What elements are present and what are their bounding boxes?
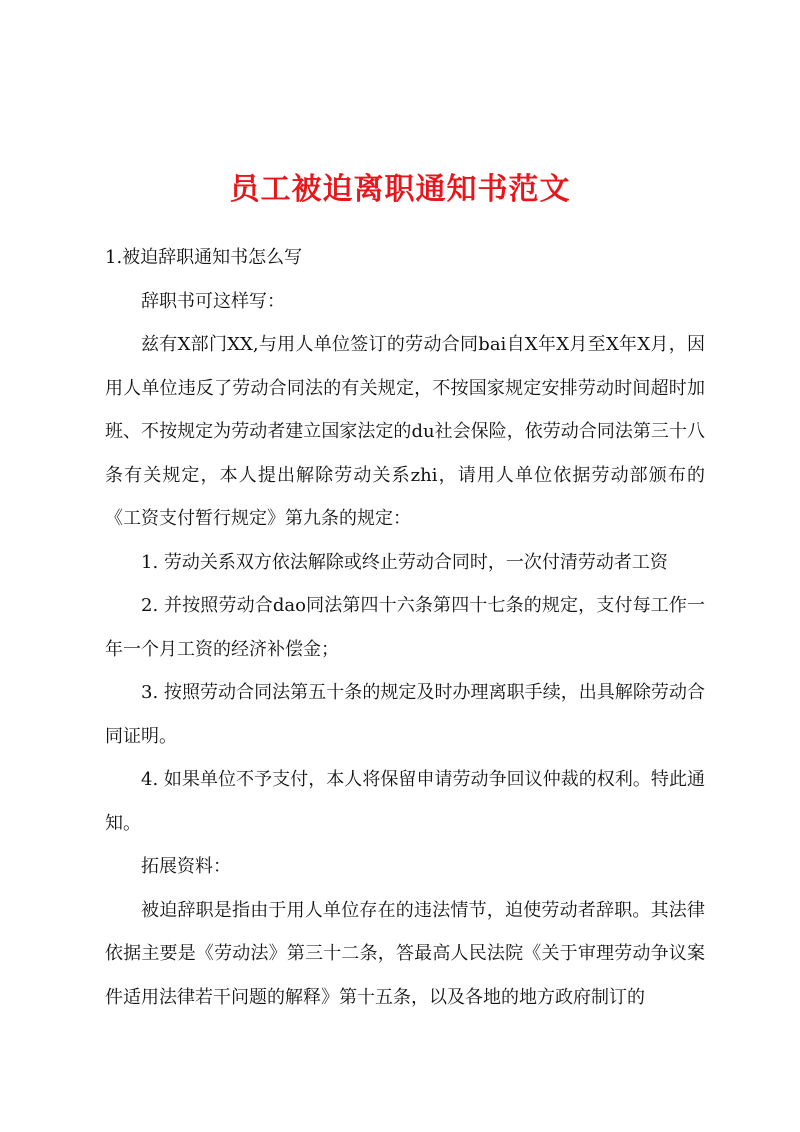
- list-item-3: 3. 按照劳动合同法第五十条的规定及时办理离职手续，出具解除劳动合同证明。: [105, 682, 705, 747]
- list-item-2: 2. 并按照劳动合dao同法第四十六条第四十七条的规定，支付每工作一年一个月工资的经济补偿金；: [105, 595, 705, 660]
- paragraph-intro: 辞职书可这样写：: [141, 290, 285, 312]
- paragraph-statement: 兹有X部门XX,与用人单位签订的劳动合同bai自X年X月至X年X月，因用人单位违反了劳动合同法的有关规定，不按国家规定安排劳动时间超时加班、不按规定为劳动者建立国家法定的du社会保险，依劳动合同法第三十八条有关规定，本人提出解除劳动关系zhi，请用人单位依据劳动部颁布的《工资支付暂行规定》第九条的规定：: [105, 334, 705, 529]
- extended-info-label: 拓展资料：: [141, 856, 231, 877]
- document-body: [105, 236, 705, 1019]
- document-title: 员工被迫离职通知书范文: [229, 172, 571, 207]
- list-item-4: 4. 如果单位不予支付，本人将保留申请劳动争回议仲裁的权利。特此通知。: [105, 769, 705, 834]
- paragraph-extended: 被迫辞职是指由于用人单位存在的违法情节，迫使劳动者辞职。其法律依据主要是《劳动法》第三十二条，答最高人民法院《关于审理劳动争议案件适用法律若干问题的解释》第十五条，以及各地的地方政府制订的: [105, 899, 705, 1008]
- section-heading: 1.被迫辞职通知书怎么写: [105, 247, 303, 268]
- list-item-1: 1. 劳动关系双方依法解除或终止劳动合同时，一次付清劳动者工资: [141, 551, 668, 573]
